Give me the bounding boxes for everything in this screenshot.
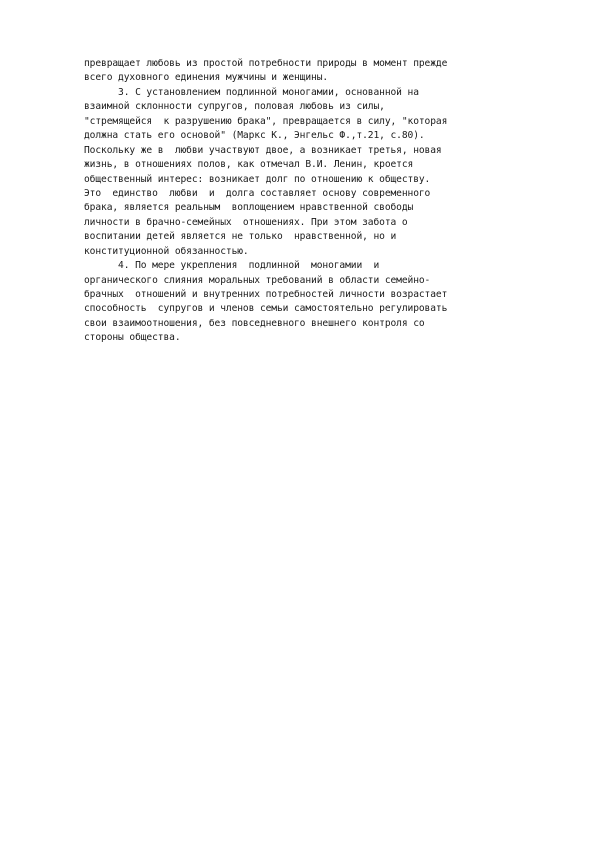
text-line: способность супругов и членов семьи самостоятельно регулировать [84, 303, 448, 315]
paragraph-3-start: 3. С установлением подлинной моногамии, основанной на [84, 86, 419, 98]
text-line: общественный интерес: возникает долг по отношению к обществу. [84, 173, 431, 185]
text-line: жизнь, в отношениях полов, как отмечал В.И. Ленин, кроется [84, 159, 414, 171]
text-line: стороны общества. [84, 332, 181, 344]
text-line: взаимной склонности супругов, половая любовь из силы, [84, 101, 385, 113]
body-text [84, 57, 554, 346]
text-line: органического слияния моральных требований в области семейно- [84, 274, 431, 286]
text-line: "стремящейся к разрушению брака", превращается в силу, "которая [84, 115, 448, 127]
paragraph-4-start: 4. По мере укрепления подлинной моногамии и [84, 260, 380, 272]
text-line: воспитании детей является не только нравственной, но и [84, 231, 397, 243]
text-line: всего духовного единения мужчины и женщины. [84, 72, 329, 84]
text-line: брачных отношений и внутренних потребностей личности возрастает [84, 289, 448, 300]
text-line: брака, является реальным воплощением нравственной свободы [84, 202, 414, 214]
text-line: превращает любовь из простой потребности природы в момент прежде [84, 58, 448, 69]
text-line: личности в брачно-семейных отношениях. При этом забота о [84, 216, 408, 228]
text-line: Поскольку же в любви участвуют двое, а возникает третья, новая [84, 144, 442, 156]
text-line: свои взаимоотношения, без повседневного внешнего контроля со [84, 317, 425, 329]
text-line: конституционной обязанностью. [84, 245, 249, 257]
text-line: Это единство любви и долга составляет основу современного [84, 187, 431, 199]
text-line: должна стать его основой" (Маркс К., Энгельс Ф.,т.21, с.80). [84, 130, 425, 142]
